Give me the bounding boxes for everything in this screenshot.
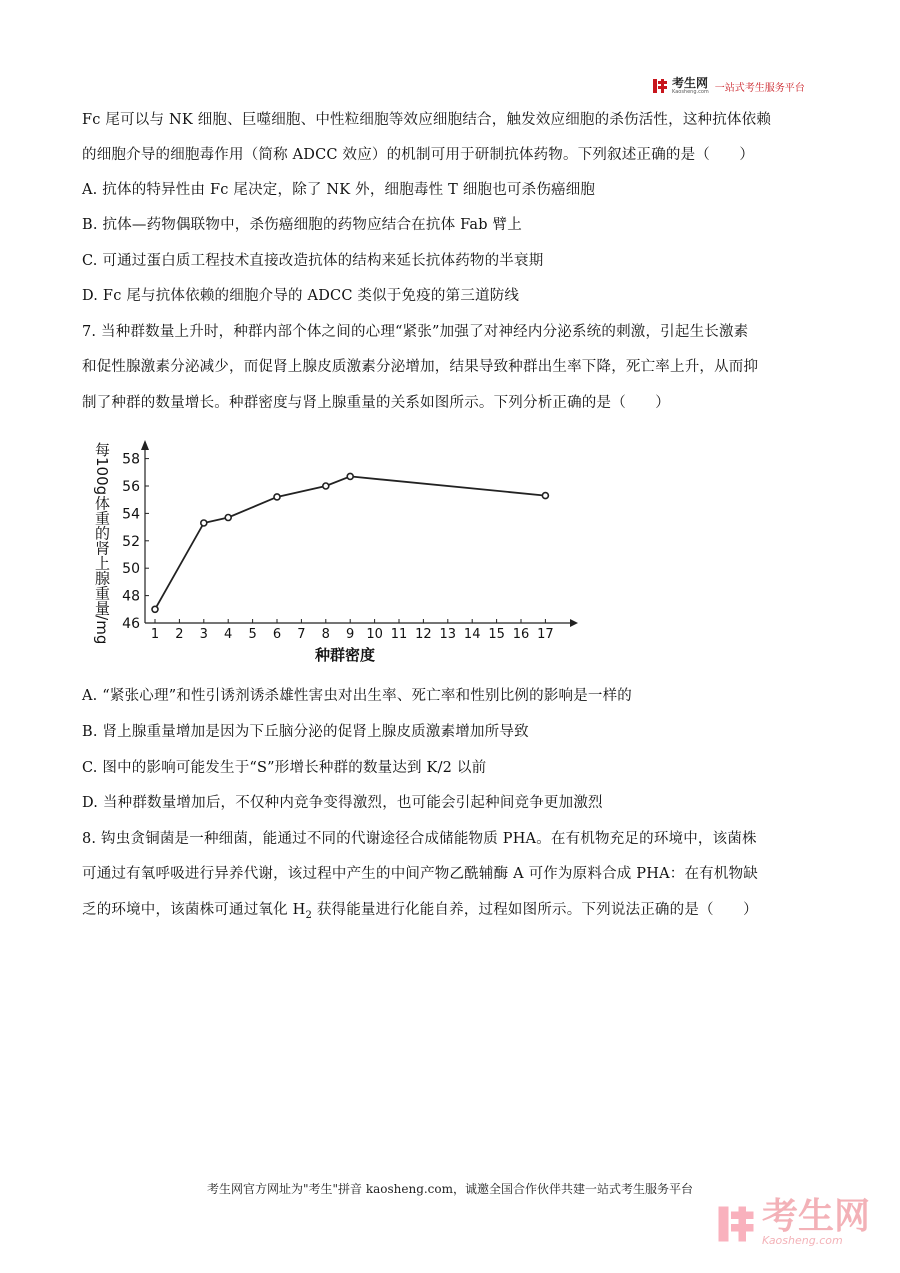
q7-option-b: B. 肾上腺重量增加是因为下丘脑分泌的促肾上腺皮质激素增加所导致 bbox=[82, 724, 529, 740]
data-point bbox=[347, 473, 353, 479]
y-tick-label: 50 bbox=[122, 561, 140, 578]
x-tick-label: 13 bbox=[439, 627, 457, 642]
data-point bbox=[323, 483, 329, 489]
watermark-name: 考生网 bbox=[762, 1196, 871, 1237]
x-tick-label: 6 bbox=[272, 627, 282, 642]
x-axis-label: 种群密度 bbox=[314, 646, 376, 664]
q7-option-d: D. 当种群数量增加后，不仅种内竞争变得激烈，也可能会引起种间竞争更加激烈 bbox=[82, 795, 603, 811]
x-tick-label: 5 bbox=[248, 627, 257, 642]
q8-line-1: 8. 钩虫贪铜菌是一种细菌，能通过不同的代谢途径合成储能物质 PHA。在有机物充足的环境中，该菌株 bbox=[82, 831, 757, 847]
y-tick-label: 52 bbox=[122, 533, 140, 550]
q8-line-3: 乏的环境中，该菌株可通过氧化 $H_2$ 获得能量进行化能自养，过程如图所示。下列说法正确的是（ ） bbox=[82, 902, 758, 921]
data-point bbox=[201, 520, 207, 526]
data-point bbox=[542, 493, 548, 499]
data-point bbox=[225, 515, 231, 521]
x-tick-label: 1 bbox=[150, 627, 160, 642]
kaosheng-logo-icon bbox=[652, 78, 668, 94]
x-axis-arrow bbox=[570, 619, 578, 627]
header-slogan: 一站式考生服务平台 bbox=[714, 82, 805, 94]
q8-line-2: 可通过有氧呼吸进行异养代谢，该过程中产生的中间产物乙酰辅酶 A 可作为原料合成 PHA：在有机物缺 bbox=[82, 866, 758, 882]
q6-option-c: C. 可通过蛋白质工程技术直接改造抗体的结构来延长抗体药物的半衰期 bbox=[82, 253, 544, 269]
header-logo bbox=[652, 76, 805, 96]
x-tick-label: 9 bbox=[346, 627, 355, 642]
q7-option-c: C. 图中的影响可能发生于“S”形增长种群的数量达到 K/2 以前 bbox=[82, 760, 487, 776]
x-tick-label: 8 bbox=[321, 627, 330, 642]
x-tick-label: 14 bbox=[463, 627, 481, 642]
x-tick-label: 10 bbox=[366, 627, 383, 642]
y-axis-label: 每100g体重的肾上腺重量/mg bbox=[93, 442, 111, 645]
y-tick-label: 46 bbox=[122, 616, 140, 632]
footer-text: 考生网官方网址为"考生"拼音 kaosheng.com，诚邀全国合作伙伴共建一站式考生服务平台 bbox=[206, 1182, 694, 1196]
q6-option-d: D. Fc 尾与抗体依赖的细胞介导的 ADCC 类似于免疫的第三道防线 bbox=[82, 288, 520, 304]
x-tick-label: 17 bbox=[537, 627, 554, 642]
q6-option-b: B. 抗体—药物偶联物中，杀伤癌细胞的药物应结合在抗体 Fab 臂上 bbox=[82, 217, 522, 233]
logo-domain: Kaosheng.com bbox=[672, 88, 709, 95]
x-tick-label: 7 bbox=[297, 627, 306, 642]
y-tick-label: 58 bbox=[122, 451, 140, 468]
x-tick-label: 15 bbox=[488, 627, 505, 642]
q6-line-1: Fc 尾可以与 NK 细胞、巨噬细胞、中性粒细胞等效应细胞结合，触发效应细胞的杀伤活性，这种抗体依赖 bbox=[82, 112, 772, 128]
x-tick-label: 3 bbox=[199, 627, 208, 642]
x-tick-label: 2 bbox=[175, 627, 184, 642]
y-tick-label: 54 bbox=[122, 506, 140, 523]
data-point bbox=[274, 494, 280, 500]
watermark bbox=[716, 1196, 871, 1247]
watermark-domain: Kaosheng.com bbox=[762, 1234, 843, 1247]
y-tick-label: 48 bbox=[122, 588, 140, 605]
logo-name: 考生网 Kaosheng.com bbox=[672, 75, 709, 95]
q7-line-1: 7. 当种群数量上升时，种群内部个体之间的心理“紧张”加强了对神经内分泌系统的刺激，引起生长激素 bbox=[82, 324, 749, 340]
series-line bbox=[155, 476, 545, 609]
x-tick-label: 12 bbox=[415, 627, 432, 642]
x-tick-label: 4 bbox=[224, 627, 233, 642]
q7-option-a: A. “紧张心理”和性引诱剂诱杀雄性害虫对出生率、死亡率和性别比例的影响是一样的 bbox=[82, 688, 633, 704]
x-tick-label: 11 bbox=[390, 627, 408, 642]
x-tick-label: 16 bbox=[512, 627, 530, 642]
watermark-logo-icon bbox=[716, 1204, 756, 1244]
y-axis-arrow bbox=[141, 440, 149, 450]
data-point bbox=[152, 606, 158, 612]
q7-line-3: 制了种群的数量增长。种群密度与肾上腺重量的关系如图所示。下列分析正确的是（ ） bbox=[82, 395, 670, 411]
y-tick-label: 56 bbox=[122, 479, 140, 495]
q7-line-2: 和促性腺激素分泌减少，而促肾上腺皮质激素分泌增加，结果导致种群出生率下降，死亡率上升，从而抑 bbox=[82, 359, 759, 375]
q6-line-2: 的细胞介导的细胞毒作用（简称 ADCC 效应）的机制可用于研制抗体药物。下列叙述正确的是（ ） bbox=[82, 147, 755, 163]
adrenal-weight-chart bbox=[88, 430, 588, 670]
q6-option-a: A. 抗体的特异性由 Fc 尾决定，除了 NK 外，细胞毒性 T 细胞也可杀伤癌细胞 bbox=[82, 182, 596, 198]
